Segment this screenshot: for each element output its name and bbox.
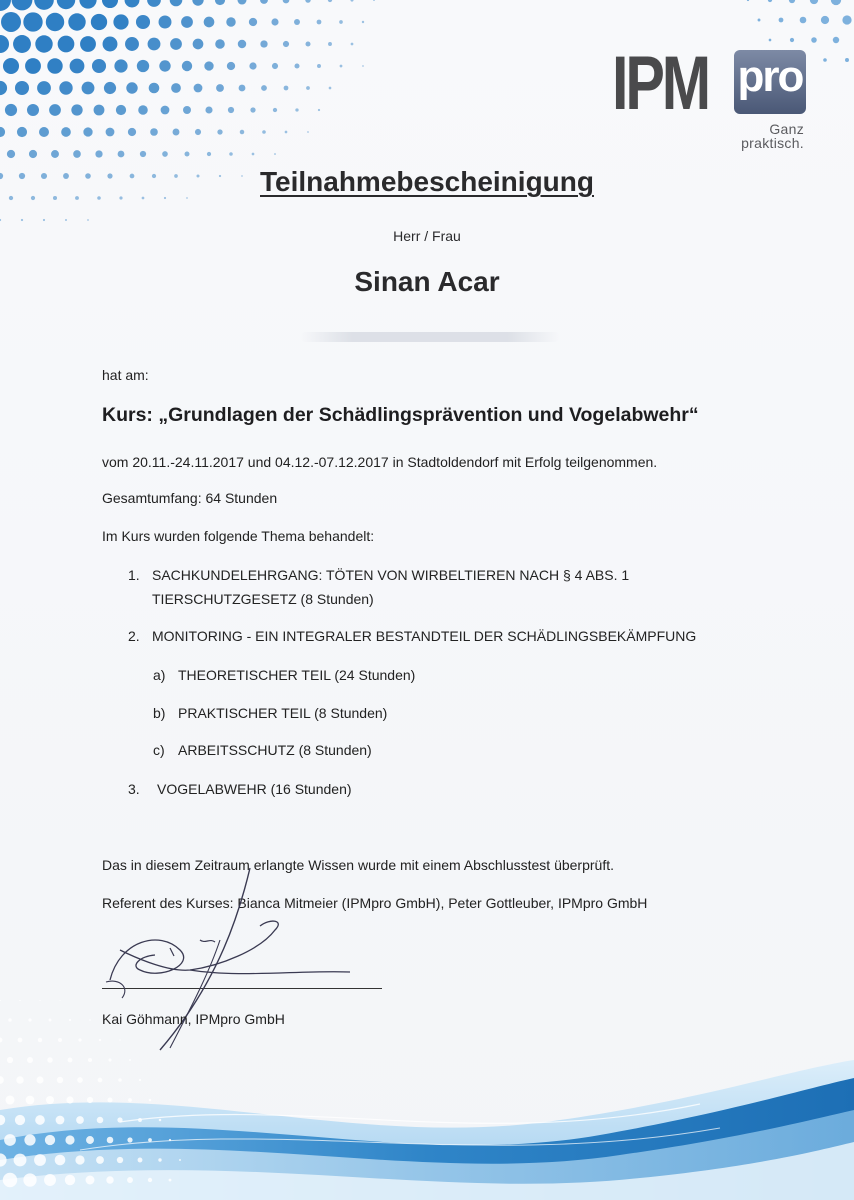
decorative-dot: [159, 60, 170, 71]
dates-line: vom 20.11.-24.11.2017 und 04.12.-07.12.2017 in Stadtoldendorf mit Erfolg teilgenommen.: [102, 454, 658, 470]
faded-text-line: [300, 332, 560, 342]
decorative-dot: [96, 1156, 104, 1164]
decorative-dot: [70, 59, 85, 74]
decorative-dot: [339, 20, 343, 24]
decorative-dot: [68, 13, 85, 30]
decorative-dot: [150, 128, 158, 136]
decorative-dot: [77, 1077, 83, 1083]
decorative-dot: [215, 0, 225, 5]
decorative-dot: [15, 1115, 25, 1125]
decorative-dot: [769, 39, 772, 42]
decorative-dot: [161, 106, 170, 115]
decorative-dot: [789, 0, 795, 3]
decorative-dot: [0, 35, 9, 53]
topic-2b-label: b): [153, 705, 166, 721]
decorative-dot: [250, 107, 255, 112]
logo-tagline-2: praktisch.: [741, 135, 804, 151]
decorative-dot: [192, 0, 203, 6]
decorative-dot: [138, 1158, 143, 1163]
decorative-dot: [158, 1158, 161, 1161]
decorative-dot: [318, 109, 320, 111]
decorative-dot: [47, 58, 62, 73]
decorative-dot: [0, 127, 5, 137]
decorative-dot: [181, 16, 193, 28]
decorative-dot: [127, 1177, 133, 1183]
decorative-dot: [27, 104, 39, 116]
decorative-dot: [83, 127, 92, 136]
decorative-dot: [215, 39, 225, 49]
decorative-dot: [76, 1116, 84, 1124]
decorative-dot: [261, 85, 267, 91]
decorative-dot: [107, 1137, 114, 1144]
decorative-dot: [44, 1174, 56, 1186]
decorative-dot: [36, 1076, 43, 1083]
decorative-dot: [13, 35, 31, 53]
decorative-dot: [768, 0, 772, 2]
decorative-dot: [106, 1176, 113, 1183]
decorative-dot: [823, 58, 827, 62]
decorative-dot: [59, 81, 72, 94]
decorative-dot: [65, 1175, 75, 1185]
decorative-dot: [140, 151, 146, 157]
decorative-dot: [35, 35, 52, 52]
topic-1-number: 1.: [128, 567, 140, 583]
decorative-dot: [128, 1098, 132, 1102]
decorative-dot: [170, 38, 182, 50]
decorative-dot: [35, 1115, 45, 1125]
decorative-dot: [114, 59, 127, 72]
decorative-dot: [148, 38, 161, 51]
decorative-dot: [127, 1137, 132, 1142]
decorative-dot: [88, 1058, 92, 1062]
decorative-dots-top-left: [0, 0, 430, 300]
decorative-dot: [249, 62, 256, 69]
decorative-dot: [147, 0, 161, 7]
decorative-dot: [39, 127, 49, 137]
decorative-dot: [262, 130, 266, 134]
decorative-dot: [328, 0, 332, 2]
decorative-dot: [17, 127, 27, 137]
decorative-dot: [14, 1154, 27, 1167]
decorative-dot: [37, 81, 51, 95]
decorative-dot: [185, 152, 190, 157]
decorative-dot: [0, 1115, 5, 1125]
decorative-dot: [89, 1019, 91, 1021]
decorative-dot: [747, 0, 749, 1]
decorative-dot: [260, 0, 268, 4]
decorative-dot: [329, 87, 332, 90]
topic-3-text: VOGELABWEHR (16 Stunden): [157, 781, 352, 797]
decorative-dot: [125, 0, 140, 7]
decorative-dot: [294, 19, 300, 25]
decorative-dot: [237, 0, 246, 5]
decorative-dot: [162, 151, 168, 157]
document-title: [0, 166, 854, 198]
decorative-dot: [351, 43, 354, 46]
decorative-dot: [92, 59, 106, 73]
decorative-dot: [128, 128, 136, 136]
decorative-dot: [47, 1057, 53, 1063]
decorative-dot: [272, 63, 278, 69]
decorative-dot: [149, 83, 160, 94]
topic-2-text: MONITORING - EIN INTEGRALER BESTANDTEIL DER SCHÄDLINGSBEKÄMPFUNG: [152, 628, 697, 644]
decorative-dot: [138, 105, 148, 115]
decorative-dot: [19, 1000, 21, 1001]
decorative-dot: [1, 12, 21, 32]
decorative-dot: [350, 0, 353, 2]
decorative-dot: [842, 15, 851, 24]
decorative-dot: [790, 38, 794, 42]
decorative-dot: [7, 1057, 13, 1063]
decorative-dot: [12, 0, 33, 10]
decorative-dot: [15, 81, 29, 95]
decorative-dot: [340, 65, 343, 68]
decorative-dot: [252, 153, 255, 156]
decorative-dot: [194, 84, 203, 93]
decorative-dot: [0, 219, 1, 221]
decorative-dot: [71, 104, 82, 115]
decorative-dot: [118, 151, 125, 158]
decorative-dot: [118, 1078, 122, 1082]
decorative-dot: [758, 19, 761, 22]
decorative-dot: [238, 40, 246, 48]
decorative-dot: [103, 37, 118, 52]
topic-1-line-2: TIERSCHUTZGESETZ (8 Stunden): [152, 591, 374, 607]
decorative-dot: [46, 1096, 54, 1104]
decorative-dot: [285, 131, 288, 134]
decorative-dot: [43, 219, 45, 221]
topic-2b-text: PRAKTISCHER TEIL (8 Stunden): [178, 705, 388, 721]
decorative-dot: [86, 1136, 94, 1144]
decorative-dot: [65, 1135, 74, 1144]
decorative-dot: [183, 106, 191, 114]
decorative-dot: [845, 58, 849, 62]
decorative-dot: [216, 84, 224, 92]
decorative-dot: [0, 81, 7, 95]
decorative-dot: [86, 1176, 95, 1185]
decorative-dot: [79, 0, 96, 9]
decorative-dot: [182, 61, 192, 71]
decorative-dot: [55, 1155, 66, 1166]
decorative-dot: [284, 86, 289, 91]
decorative-dot: [0, 1076, 4, 1084]
decorative-dot: [66, 1096, 73, 1103]
decorative-dot: [307, 131, 309, 133]
decorative-dot: [159, 1119, 162, 1122]
decorative-dot: [113, 14, 128, 29]
decorative-dot: [106, 128, 115, 137]
decorative-dot: [205, 106, 212, 113]
referents-line: Referent des Kurses: Bianca Mitmeier (IPMpro GmbH), Peter Gottleuber, IPMpro GmbH: [102, 895, 648, 911]
decorative-dot: [34, 0, 54, 10]
decorative-dot: [80, 36, 96, 52]
decorative-dot: [204, 17, 215, 28]
decorative-dot: [57, 0, 75, 9]
decorative-dot: [51, 150, 59, 158]
signatory-name: Kai Göhmann, IPMpro GmbH: [102, 1011, 285, 1027]
decorative-dot: [57, 1077, 63, 1083]
decorative-dot: [29, 150, 37, 158]
decorative-dot: [18, 1038, 23, 1043]
decorative-dot: [97, 1117, 104, 1124]
decorative-dot: [136, 15, 150, 29]
decorative-dot: [169, 1139, 171, 1141]
decorative-dot: [16, 1076, 24, 1084]
decorative-dot: [0, 1038, 2, 1043]
decorative-dot: [362, 21, 364, 23]
decorative-dot: [61, 127, 71, 137]
decorative-dot: [179, 1159, 181, 1161]
decorative-dot: [305, 41, 310, 46]
decorative-dot: [170, 0, 183, 6]
decorative-dot: [226, 17, 235, 26]
topics-intro: Im Kurs wurden folgende Thema behandelt:: [102, 528, 375, 544]
decorative-dot: [5, 104, 17, 116]
decorative-dot: [362, 65, 364, 67]
decorative-dot: [58, 36, 75, 53]
decorative-dot: [317, 20, 322, 25]
decorative-dot: [95, 150, 102, 157]
decorative-dot: [139, 1079, 141, 1081]
decorative-dot: [373, 0, 375, 1]
salutation: Herr / Frau: [393, 228, 461, 244]
decorative-dot: [779, 18, 784, 23]
logo-tagline-1: Ganz: [769, 121, 804, 137]
decorative-dot: [283, 41, 289, 47]
decorative-dot: [24, 1134, 35, 1145]
topic-1-line-1: SACHKUNDELEHRGANG: TÖTEN VON WIRBELTIEREN NACH § 4 ABS. 1: [152, 567, 630, 583]
decorative-dot: [27, 1057, 33, 1063]
decorative-dot: [317, 64, 321, 68]
intro-text: hat am:: [102, 367, 149, 383]
topic-2a-label: a): [153, 667, 166, 683]
decorative-dot: [98, 1078, 103, 1083]
decorative-dot: [217, 129, 222, 134]
topic-3-number: 3.: [128, 781, 140, 797]
decorative-dot: [0, 1000, 1, 1001]
decorative-dot: [173, 129, 180, 136]
decorative-dot: [294, 63, 299, 68]
handwritten-signature: [100, 860, 390, 1060]
decorative-dot: [137, 60, 149, 72]
logo-ipm-text: IPM: [612, 41, 709, 126]
decorative-dot: [228, 107, 234, 113]
decorative-dot: [0, 1153, 7, 1166]
decorative-dot: [28, 1018, 31, 1021]
decorative-dot: [107, 1097, 112, 1102]
decorative-dot: [69, 1019, 71, 1021]
decorative-dot: [295, 108, 298, 111]
decorative-dot: [58, 1038, 62, 1042]
decorative-dot: [5, 1095, 14, 1104]
course-title: Kurs: „Grundlagen der Schädlingsprävention und Vogelabwehr“: [102, 404, 699, 426]
decorative-dot: [8, 1018, 12, 1022]
exam-note: Das in diesem Zeitraum erlangte Wissen wurde mit einem Abschlusstest überprüft.: [102, 857, 614, 873]
decorative-dot: [73, 150, 81, 158]
decorative-dot: [49, 1019, 52, 1022]
decorative-dot: [34, 1154, 46, 1166]
decorative-dot: [87, 1097, 93, 1103]
decorative-dot: [249, 18, 257, 26]
decorative-dot: [25, 58, 41, 74]
decorative-dot: [831, 0, 841, 5]
decorative-dot: [159, 16, 172, 29]
decorative-dot: [87, 219, 89, 221]
decorative-dot: [305, 0, 311, 3]
decorative-dot: [91, 14, 107, 30]
decorative-dot: [75, 1155, 84, 1164]
decorative-dot: [239, 85, 246, 92]
decorative-dot: [23, 12, 42, 31]
decorative-dot: [0, 0, 11, 11]
decorative-dot: [117, 1157, 123, 1163]
decorative-dot: [193, 39, 204, 50]
ipmpro-logo: [612, 41, 808, 156]
document-title-text: Teilnahmebescheinigung: [260, 166, 594, 197]
decorative-dot: [65, 219, 67, 221]
decorative-dot: [271, 18, 278, 25]
decorative-dot: [273, 108, 277, 112]
topic-2-number: 2.: [128, 628, 140, 644]
decorative-dot: [3, 1173, 17, 1187]
decorative-dot: [149, 1099, 152, 1102]
total-hours: Gesamtumfang: 64 Stunden: [102, 490, 278, 506]
decorative-dot: [274, 153, 276, 155]
decorative-dot: [195, 129, 201, 135]
decorative-dot: [46, 13, 64, 31]
decorative-dot: [207, 152, 211, 156]
decorative-dot: [39, 1000, 41, 1001]
decorative-dot: [104, 82, 116, 94]
decorative-dot: [21, 219, 23, 221]
decorative-dot: [169, 1179, 172, 1182]
decorative-dot: [78, 1038, 81, 1041]
decorative-dot: [49, 104, 61, 116]
decorative-dot: [800, 17, 807, 24]
participant-name: Sinan Acar: [354, 266, 500, 297]
decorative-dot: [126, 82, 137, 93]
decorative-dot: [38, 1038, 43, 1043]
decorative-dot: [102, 0, 118, 8]
decorative-dot: [45, 1135, 55, 1145]
decorative-dot: [229, 152, 233, 156]
decorative-dot: [306, 86, 310, 90]
decorative-dot: [171, 83, 181, 93]
decorative-dot: [811, 37, 817, 43]
decorative-dot: [283, 0, 290, 3]
decorative-dot: [148, 1138, 152, 1142]
decorative-dot: [833, 37, 839, 43]
topic-2c-text: ARBEITSSCHUTZ (8 Stunden): [178, 742, 372, 758]
decorative-dot: [68, 1058, 73, 1063]
decorative-dot: [328, 42, 332, 46]
decorative-dot: [227, 62, 235, 70]
decorative-dot: [4, 1134, 16, 1146]
decorative-dot: [59, 1000, 60, 1001]
decorative-dot: [821, 16, 829, 24]
decorative-dot: [23, 1173, 36, 1186]
decorative-dot: [125, 37, 139, 51]
logo-pro-badge: pro: [734, 50, 806, 114]
decorative-dot: [204, 61, 213, 70]
decorative-dot: [116, 105, 126, 115]
decorative-dot: [82, 82, 95, 95]
decorative-dot: [94, 105, 105, 116]
decorative-dot: [148, 1178, 152, 1182]
decorative-dot: [810, 0, 818, 4]
decorative-dot: [138, 1118, 142, 1122]
topic-2c-label: c): [153, 742, 165, 758]
decorative-dot: [7, 150, 15, 158]
decorative-dot: [260, 40, 267, 47]
decorative-dot: [117, 1117, 122, 1122]
decorative-dot: [240, 130, 244, 134]
topic-2a-text: THEORETISCHER TEIL (24 Stunden): [178, 667, 416, 683]
decorative-dot: [56, 1116, 65, 1125]
decorative-dot: [26, 1096, 35, 1105]
decorative-dot: [3, 58, 19, 74]
